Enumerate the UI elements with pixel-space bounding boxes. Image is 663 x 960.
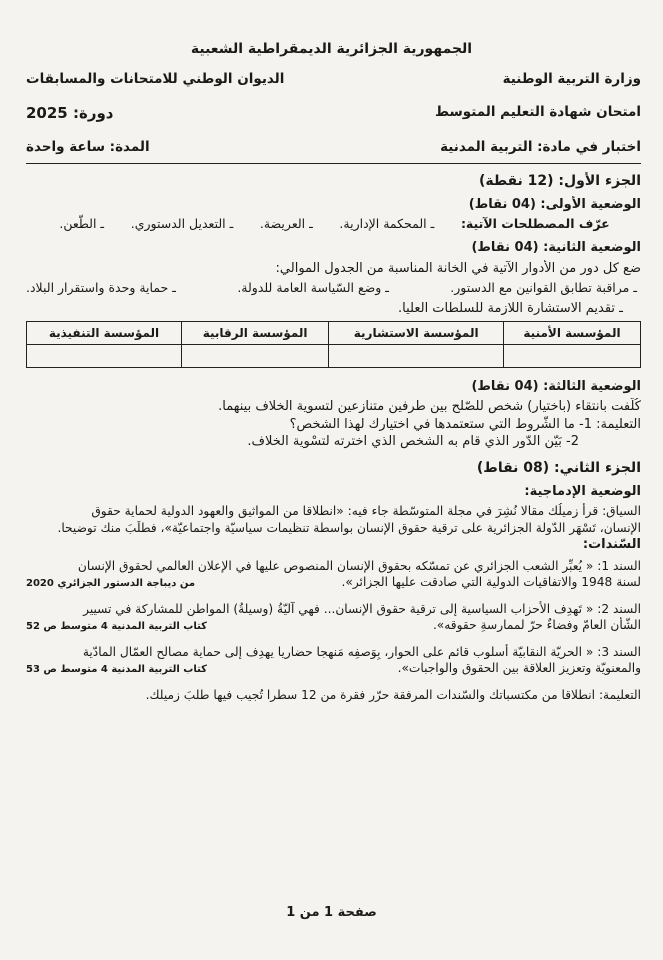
header-divider — [26, 163, 641, 164]
source1-line: السند 1: « يُعبِّر الشعب الجزائري عن تمسّكه بحقوق الإنسان المنصوص عليها في الإعلان العالمي لحقوق الإنسان — [77, 558, 641, 573]
situation2-title: الوضعية الثانية: (04 نقاط) — [471, 240, 641, 256]
table-header-row — [27, 321, 641, 344]
answer-cell — [329, 344, 504, 367]
situation1-title: الوضعية الأولى: (04 نقاط) — [468, 196, 641, 212]
header-row-3 — [26, 138, 641, 156]
situation3-title: الوضعية الثالثة: (04 نقاط) — [471, 378, 641, 394]
term-item: ـ الطّعن. — [59, 216, 105, 232]
source1-reference: من ديباجة الدستور الجزائري 2020 — [26, 578, 196, 590]
republic-title: الجمهورية الجزائرية الديمقراطية الشعبية — [190, 41, 473, 57]
institutions-table — [26, 321, 641, 368]
answer-cell — [181, 344, 328, 367]
context-line: الإنسان، تَسْهَر الدّولة الجزائرية على ترقية حقوق الإنسان بواسطة تنظيمات سياسيّة واجتماعيّة»، فطلَبَ منك توضيحا. — [57, 520, 641, 535]
source2-line: السند 2: « تَهدِف الأحزاب السياسية إلى ترقية حقوق الإنسان... فهي آليّةُ (وسيلةُ) المواطنِ للمشاركة في تسيير — [83, 601, 641, 616]
source3-row — [26, 660, 641, 676]
answer-cell — [27, 344, 182, 367]
table-header-cell: المؤسسة الاستشارية — [329, 321, 504, 344]
role-item: ـ حماية وحدة واستقرار البلاد. — [26, 280, 176, 296]
answer-cell — [504, 344, 641, 367]
header-row-1 — [26, 70, 641, 88]
office-name: الديوان الوطني للامتحانات والمسابقات — [26, 71, 285, 87]
table-header-cell: المؤسسة الرقابية — [181, 321, 328, 344]
header-row-2 — [26, 103, 641, 123]
situation3-question-2: 2- بَيّن الدّور الذي قام به الشخص الذي اخترته لتسْوية الخلاف. — [247, 434, 579, 450]
sources-title: السّندات: — [582, 537, 641, 553]
subject-name: اختبار في مادة: التربية المدنية — [440, 139, 641, 155]
source1-row — [26, 574, 641, 590]
source1-line: لسنة 1948 والاتفاقيات الدولية التي صادقت عليها الجزائر». — [341, 575, 641, 590]
part1-title: الجزء الأول: (12 نقطة) — [478, 173, 641, 189]
table-header-cell: المؤسسة الأمنية — [504, 321, 641, 344]
source2-reference: كتاب التربية المدنية 4 متوسط ص 52 — [26, 621, 207, 633]
role-item: ـ تقديم الاستشارة اللازمة للسلطات العليا. — [398, 301, 623, 317]
session-year: دورة: 2025 — [26, 104, 114, 122]
role-item: ـ وضع السّياسة العامة للدولة. — [237, 280, 389, 296]
exam-name: امتحان شهادة التعليم المتوسط — [435, 104, 641, 120]
ministry-name: وزارة التربية الوطنية — [502, 71, 641, 87]
terms-row — [26, 216, 641, 233]
situation2-instruction: ضع كل دور من الأدوار الآتية في الخانة المناسبة من الجدول الموالي: — [275, 260, 641, 276]
source2-row — [26, 617, 641, 633]
situation3-context: كُلّفت بانتقاء (باختيار) شخص للصّلح بين طرفين متنازعين لتسوية الخلاف بينهما. — [218, 399, 641, 415]
exam-duration: المدة: ساعة واحدة — [26, 139, 150, 155]
term-item: ـ المحكمة الإدارية. — [339, 216, 435, 232]
part2-title: الجزء الثاني: (08 نقاط) — [476, 460, 641, 477]
context-line: السياق: قرأ زميلُك مقالا نُشِرَ في مجلة المتوسّطة جاء فيه: «انطلاقا من المواثيق والعهود الدولية لحماية حقوق — [91, 504, 641, 519]
role-item: ـ مراقبة تطابق القوانين مع الدستور. — [450, 280, 637, 296]
term-item: ـ العريضة. — [259, 216, 313, 232]
page-number: صفحة 1 من 1 — [286, 905, 377, 920]
source2-line: الشّأن العامّ وفضاءٌ حرّ لممارسةِ حقوقه». — [432, 618, 641, 633]
source3-line: السند 3: « الحريّة النقابيّة أسلوب قائم على الحوار، بِوَصفِه مَنهجا حضاريا يهدِف إلى حماية مصالح العمّال المادّية — [82, 644, 641, 659]
roles-row — [26, 280, 641, 297]
table-header-cell: المؤسسة التنفيذية — [27, 321, 182, 344]
term-item: ـ التعديل الدستوري. — [130, 216, 234, 232]
situation3-question-1: التعليمة: 1- ما الشّروط التي ستعتمدها في اختيارك لهذا الشخص؟ — [289, 416, 641, 432]
source3-line: والمعنويّة وتعزيز العلاقة بين الحقوق والواجبات». — [397, 661, 641, 676]
integration-situation-title: الوضعية الإدماجية: — [524, 483, 641, 499]
task-instruction: التعليمة: انطلاقا من مكتسباتك والسّندات المرفقة حرّر فقرة من 12 سطرا تُجيب فيها طلبَ زميلك. — [145, 687, 641, 702]
exam-body — [26, 172, 641, 703]
terms-instruction: عرّف المصطلحات الآتية: — [460, 216, 610, 232]
source3-reference: كتاب التربية المدنية 4 متوسط ص 53 — [26, 664, 207, 676]
table-answer-row — [27, 344, 641, 367]
